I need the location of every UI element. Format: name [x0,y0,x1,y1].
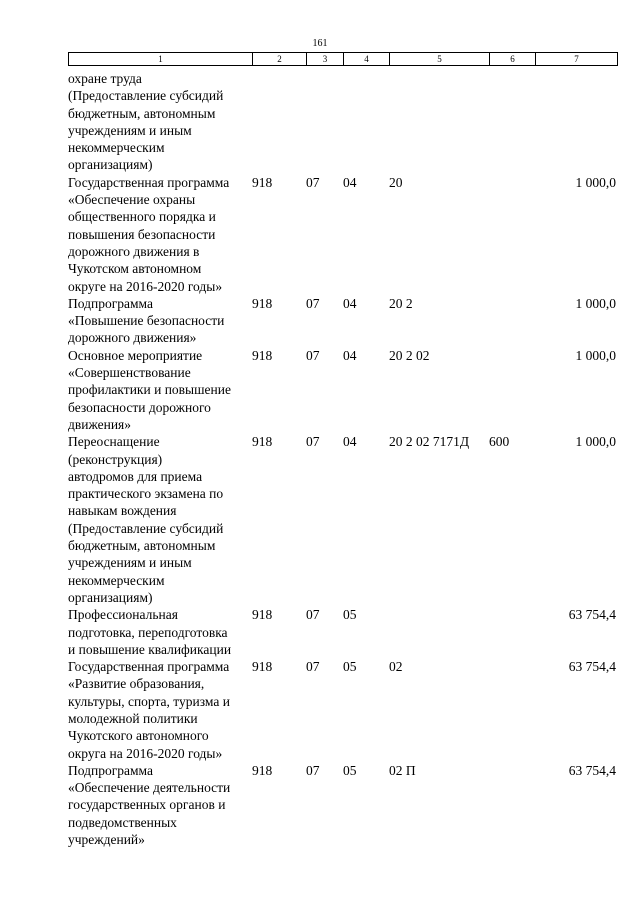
amount: 1 000,0 [575,434,616,450]
column-number-5: 5 [390,53,490,66]
section-code: 07 [306,347,320,363]
subsection-code: 04 [343,434,357,450]
item-name: охране труда (Предоставление субсидий бюджетным, автономным учреждениям и иным некоммерческим организациям) [68,71,224,173]
target-article-code: 20 2 02 7171Д [389,434,470,450]
target-article-code: 20 2 [389,295,413,311]
target-article-code: 02 П [389,762,416,778]
table-row [0,174,640,295]
section-code: 07 [306,659,320,675]
ministry-code: 918 [252,607,273,623]
item-name: Подпрограмма «Обеспечение деятельности государственных органов и подведомственных учреждений» [68,762,231,848]
subsection-code: 05 [343,659,357,675]
table-row [0,295,640,347]
item-name: Государственная программа «Развитие образования, культуры, спорта, туризма и молодежной политики Чукотского автономного округа на 2016-2020 годы» [68,659,230,761]
table-row [0,606,640,658]
ministry-code: 918 [252,174,273,190]
column-number-1: 1 [69,53,253,66]
item-name: Подпрограмма «Повышение безопасности дорожного движения» [68,295,225,346]
column-number-7: 7 [536,53,618,66]
item-name: Переоснащение (реконструкция) автодромов для приема практического экзамена по навыкам вождения (Предоставление субсидий бюджетным, автономным учреждениям и иным некоммерческим организациям) [68,434,224,605]
column-number-3: 3 [307,53,344,66]
page-number: 161 [312,38,328,49]
section-code: 07 [306,174,320,190]
ministry-code: 918 [252,295,273,311]
section-code: 07 [306,434,320,450]
section-code: 07 [306,295,320,311]
subsection-code: 04 [343,174,357,190]
ministry-code: 918 [252,659,273,675]
target-article-code: 02 [389,659,403,675]
amount: 63 754,4 [568,607,616,623]
ministry-code: 918 [252,347,273,363]
table-row [0,70,640,174]
target-article-code: 20 2 02 [389,347,430,363]
amount: 1 000,0 [575,347,616,363]
ministry-code: 918 [252,762,273,778]
section-code: 07 [306,607,320,623]
item-name: Профессиональная подготовка, переподготовка и повышение квалификации [68,607,232,657]
column-number-4: 4 [344,53,390,66]
target-article-code: 20 [389,174,403,190]
table-row [0,762,640,848]
amount: 63 754,4 [568,762,616,778]
table-row [0,347,640,433]
subsection-code: 05 [343,607,357,623]
section-code: 07 [306,762,320,778]
item-name: Государственная программа «Обеспечение охраны общественного порядка и повышения безопасности дорожного движения в Чукотском автономном округе на 2016-2020 годы» [68,174,230,294]
subsection-code: 05 [343,762,357,778]
subsection-code: 04 [343,295,357,311]
amount: 1 000,0 [575,174,616,190]
column-number-2: 2 [253,53,307,66]
budget-table-body [0,70,640,848]
item-name: Основное мероприятие «Совершенствование профилактики и повышение безопасности дорожного движения» [68,347,231,432]
table-row [0,658,640,762]
amount: 1 000,0 [575,295,616,311]
subsection-code: 04 [343,347,357,363]
column-header-row [68,52,618,66]
column-number-6: 6 [490,53,536,66]
ministry-code: 918 [252,434,273,450]
table-row [0,433,640,606]
amount: 63 754,4 [568,659,616,675]
expense-type-code: 600 [489,434,510,450]
